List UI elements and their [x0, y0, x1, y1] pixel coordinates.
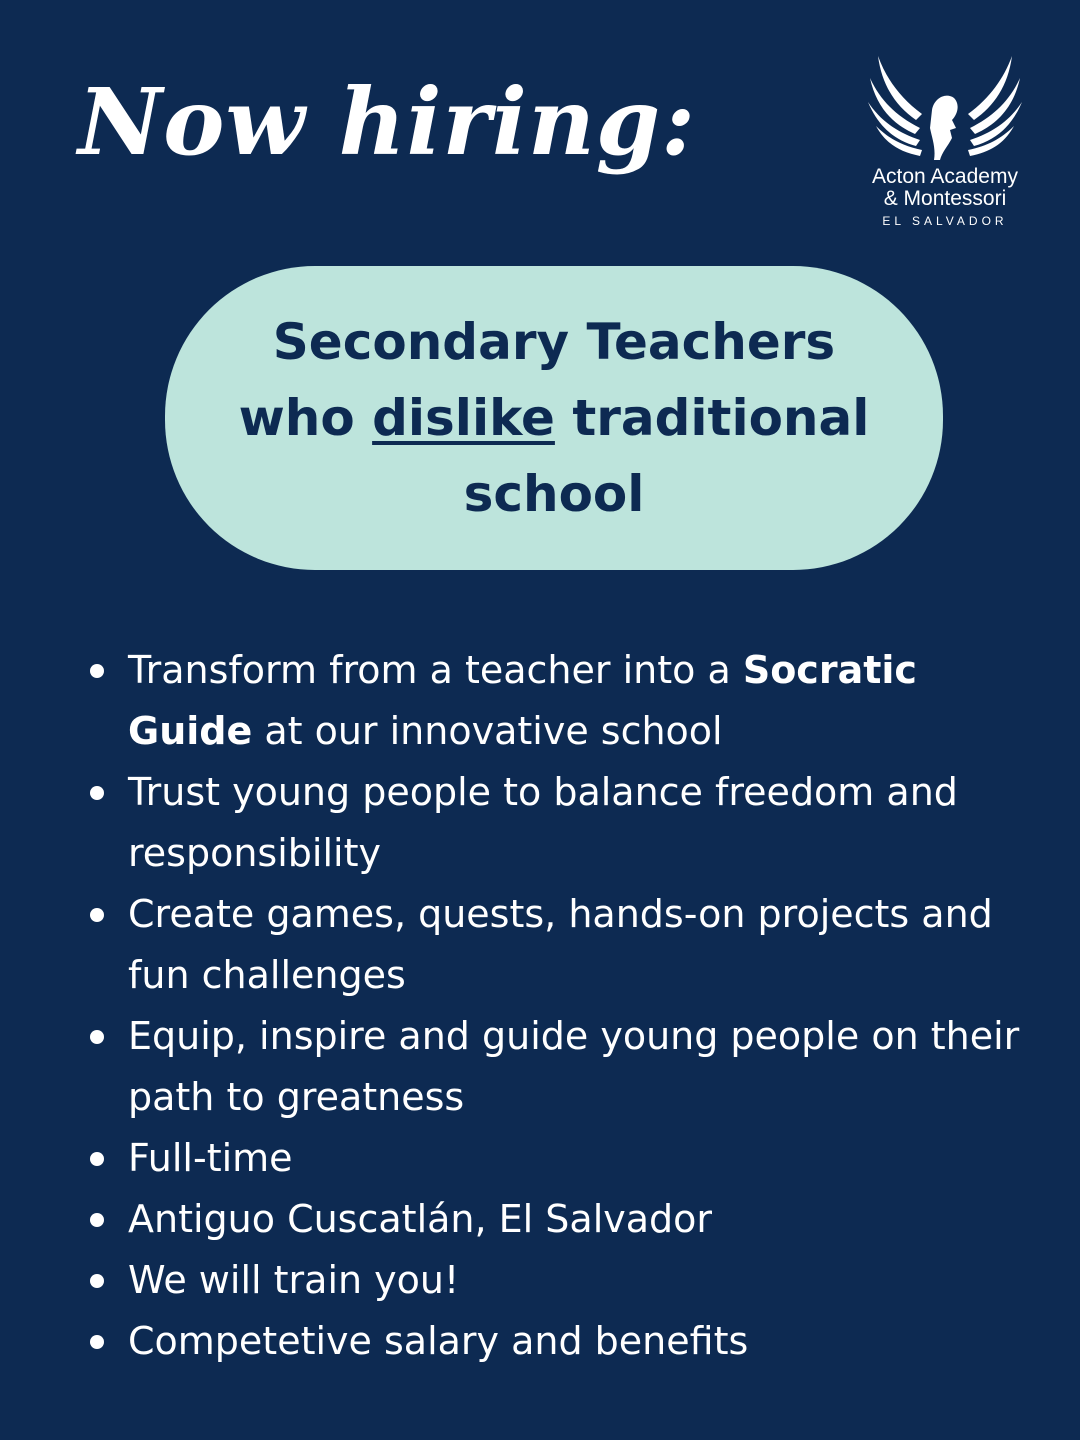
- list-item-text: Equip, inspire and guide young people on their path to greatness: [128, 1014, 1020, 1119]
- bullet-dot-icon: [90, 1152, 104, 1166]
- headline: Now hiring:: [78, 68, 697, 176]
- logo-name-line1: Acton Academy: [872, 165, 1018, 188]
- bullet-dot-icon: [90, 908, 104, 922]
- list-item-text: Competetive salary and benefits: [128, 1319, 749, 1363]
- list-item-text: We will train you!: [128, 1258, 460, 1302]
- list-item-text-before: Transform from a teacher into a: [128, 648, 743, 692]
- bullet-dot-icon: [90, 1030, 104, 1044]
- list-item-text-bold: Socratic Guide: [128, 648, 917, 753]
- role-line-3: school: [463, 465, 645, 523]
- job-details-list: [80, 640, 1050, 1372]
- school-logo: [850, 48, 1040, 228]
- role-callout: [165, 266, 943, 570]
- list-item: [80, 1189, 1050, 1250]
- list-item: [80, 884, 1050, 1006]
- list-item-text: Full-time: [128, 1136, 293, 1180]
- bullet-dot-icon: [90, 1274, 104, 1288]
- logo-name-line2: & Montessori: [883, 187, 1007, 210]
- role-line-2: [239, 380, 870, 456]
- list-item-text-after: at our innovative school: [252, 709, 723, 753]
- list-item: [80, 1250, 1050, 1311]
- list-item-text: Antiguo Cuscatlán, El Salvador: [128, 1197, 713, 1241]
- list-item: [80, 762, 1050, 884]
- role-line-2-after: traditional: [554, 389, 870, 447]
- list-item: [80, 640, 1050, 762]
- list-item: [80, 1128, 1050, 1189]
- list-item-text: Trust young people to balance freedom and responsibility: [128, 770, 958, 875]
- role-line-1: Secondary Teachers: [272, 313, 836, 371]
- list-item-text: Create games, quests, hands-on projects and fun challenges: [128, 892, 993, 997]
- list-item: [80, 1006, 1050, 1128]
- bullet-dot-icon: [90, 1213, 104, 1227]
- bullet-dot-icon: [90, 664, 104, 678]
- bullet-dot-icon: [90, 786, 104, 800]
- list-item: [80, 1311, 1050, 1372]
- bullet-dot-icon: [90, 1335, 104, 1349]
- logo-location: EL SALVADOR: [882, 214, 1008, 228]
- role-line-2-before: who: [238, 389, 373, 447]
- role-emphasis: dislike: [372, 389, 555, 447]
- wings-emblem-icon: [860, 48, 1030, 166]
